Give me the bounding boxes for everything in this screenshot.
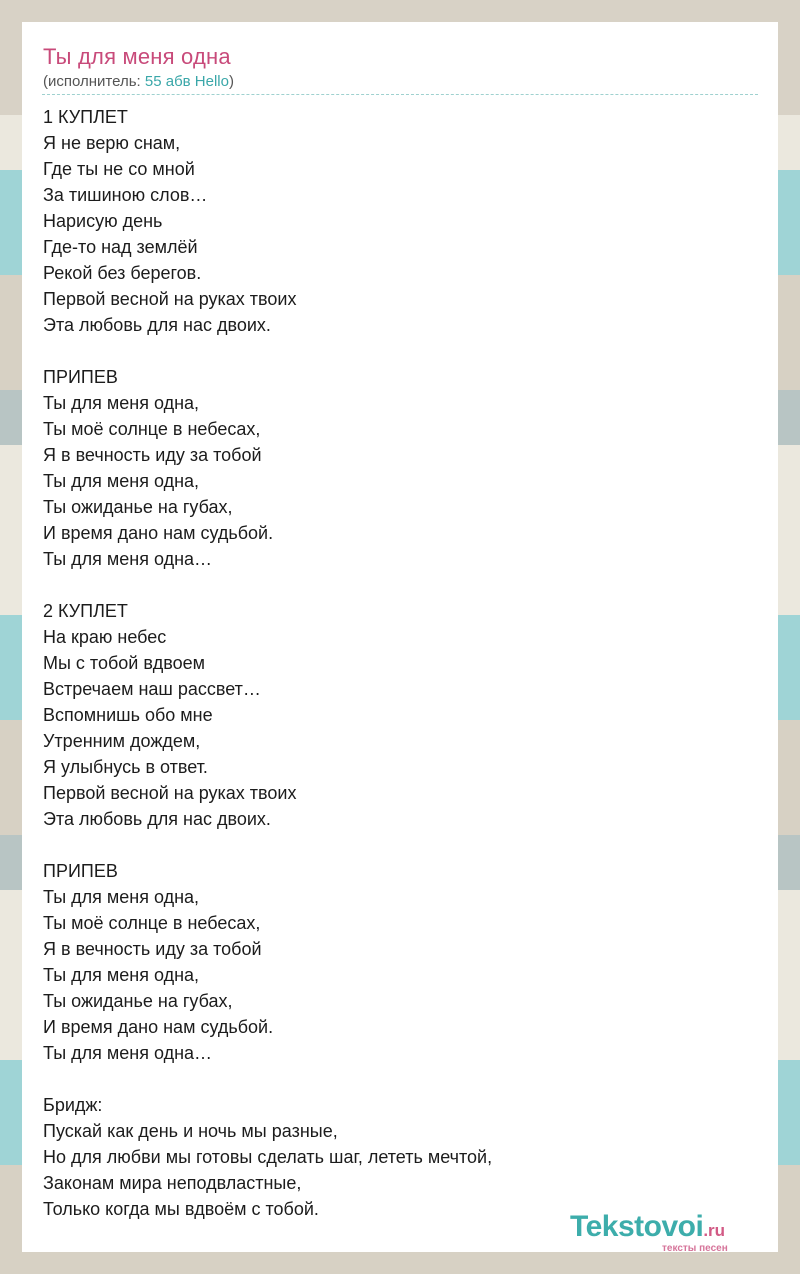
lyric-line: Эта любовь для нас двоих. xyxy=(43,809,271,829)
lyric-line: Бридж: xyxy=(43,1095,103,1115)
lyric-line: Я не верю снам, xyxy=(43,133,181,153)
logo-name: Tekstovoi xyxy=(570,1210,704,1243)
lyric-line: Ты для меня одна, xyxy=(43,965,200,985)
lyric-line: Я улыбнусь в ответ. xyxy=(43,757,208,777)
lyric-line: Вспомнишь обо мне xyxy=(43,705,213,725)
logo-tagline: тексты песен xyxy=(662,1243,728,1254)
song-title: Ты для меня одна xyxy=(43,44,231,69)
logo-wordmark xyxy=(570,1210,725,1244)
lyric-line: Утренним дождем, xyxy=(43,731,201,751)
artist-prefix: (исполнитель: xyxy=(43,73,145,90)
lyric-line: И время дано нам судьбой. xyxy=(43,523,274,543)
lyric-line: Ты ожиданье на губах, xyxy=(43,991,233,1011)
artist-suffix: ) xyxy=(228,73,234,90)
lyric-line: Встречаем наш рассвет… xyxy=(43,679,261,699)
lyric-line: Ты для меня одна… xyxy=(43,549,213,569)
lyric-line: 2 КУПЛЕТ xyxy=(43,601,128,621)
lyric-line: На краю небес xyxy=(43,627,167,647)
lyric-line: Пускай как день и ночь мы разные, xyxy=(43,1121,338,1141)
lyric-line: Первой весной на руках твоих xyxy=(43,289,297,309)
artist-link[interactable]: 55 абв Hello xyxy=(144,73,229,90)
lyric-line: Ты ожиданье на губах, xyxy=(43,497,233,517)
lyric-line: Мы с тобой вдвоем xyxy=(43,653,205,673)
lyric-line: Эта любовь для нас двоих. xyxy=(43,315,271,335)
lyric-line: Ты для меня одна… xyxy=(43,1043,213,1063)
lyric-line: Ты для меня одна, xyxy=(43,471,200,491)
artist-line xyxy=(43,73,234,90)
header-divider xyxy=(42,94,758,95)
lyric-line: 1 КУПЛЕТ xyxy=(43,107,128,127)
stanza-gap xyxy=(43,1066,743,1092)
lyric-line: Где-то над землёй xyxy=(43,237,198,257)
logo-tld: .ru xyxy=(703,1221,726,1240)
lyric-line: За тишиною слов… xyxy=(43,185,208,205)
lyric-line: Ты моё солнце в небесах, xyxy=(43,913,261,933)
lyric-line: Ты для меня одна, xyxy=(43,887,200,907)
lyric-line: Я в вечность иду за тобой xyxy=(43,445,262,465)
lyric-line: Только когда мы вдвоём с тобой. xyxy=(43,1199,319,1219)
lyric-line: Я в вечность иду за тобой xyxy=(43,939,262,959)
lyric-line: ПРИПЕВ xyxy=(43,367,118,387)
lyric-line: ПРИПЕВ xyxy=(43,861,118,881)
lyric-line: Рекой без берегов. xyxy=(43,263,202,283)
lyric-line: Где ты не со мной xyxy=(43,159,195,179)
lyric-line: Нарисую день xyxy=(43,211,163,231)
site-logo[interactable] xyxy=(570,1210,780,1252)
stanza-gap xyxy=(43,832,743,858)
stanza-gap xyxy=(43,572,743,598)
lyric-line: Ты для меня одна, xyxy=(43,393,200,413)
lyric-line: Ты моё солнце в небесах, xyxy=(43,419,261,439)
lyric-line: Законам мира неподвластные, xyxy=(43,1173,302,1193)
lyrics-card xyxy=(22,22,778,1252)
lyric-line: Первой весной на руках твоих xyxy=(43,783,297,803)
lyric-line: Но для любви мы готовы сделать шаг, лететь мечтой, xyxy=(43,1147,493,1167)
stanza-gap xyxy=(43,338,743,364)
lyrics-body xyxy=(43,104,743,1222)
lyric-line: И время дано нам судьбой. xyxy=(43,1017,274,1037)
